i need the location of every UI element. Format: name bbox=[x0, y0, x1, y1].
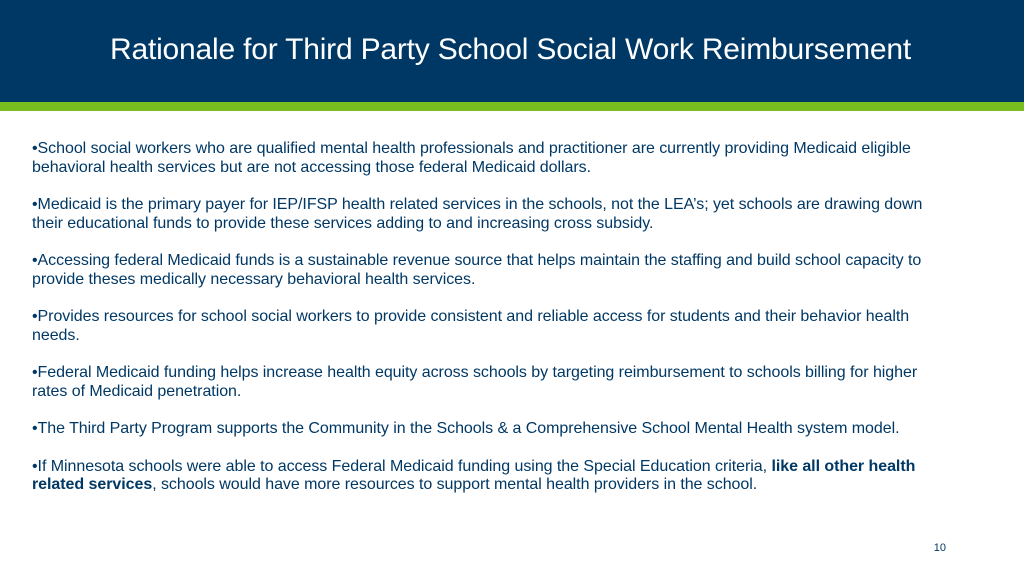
page-number: 10 bbox=[933, 542, 946, 554]
bullet-item: •Provides resources for school social workers to provide consistent and reliable access for students and their behavior health needs. bbox=[32, 308, 910, 344]
bullet-text-before: •If Minnesota schools were able to access Federal Medicaid funding using the Special Education criteria, bbox=[32, 457, 772, 475]
bullet-item: •Accessing federal Medicaid funds is a sustainable revenue source that helps maintain the staffing and build school capacity to provide theses medically necessary behavioral health services. bbox=[32, 252, 922, 288]
bullet-item: •Medicaid is the primary payer for IEP/IFSP health related services in the schools, not the LEA’s; yet schools are drawing down their educational funds to provide these services adding to and increasing cross subsidy. bbox=[32, 196, 923, 232]
bullet-text-emphasis: like all other health related services bbox=[32, 457, 916, 493]
header-accent-stripe bbox=[0, 102, 1024, 111]
slide-title: Rationale for Third Party School Social Work Reimbursement bbox=[110, 33, 911, 66]
bullet-text-after: , schools would have more resources to support mental health providers in the school. bbox=[152, 476, 758, 493]
bullet-list bbox=[32, 140, 952, 514]
bullet-item-last bbox=[32, 458, 952, 495]
bullet-item: •School social workers who are qualified mental health professionals and practitioner are currently providing Medicaid eligible behavioral health services but are not accessing those federal Medicaid dollars. bbox=[32, 140, 911, 176]
bullet-item: •The Third Party Program supports the Community in the Schools & a Comprehensive School Mental Health system model. bbox=[32, 420, 900, 437]
bullet-item: •Federal Medicaid funding helps increase health equity across schools by targeting reimbursement to schools billing for higher rates of Medicaid penetration. bbox=[32, 364, 918, 400]
